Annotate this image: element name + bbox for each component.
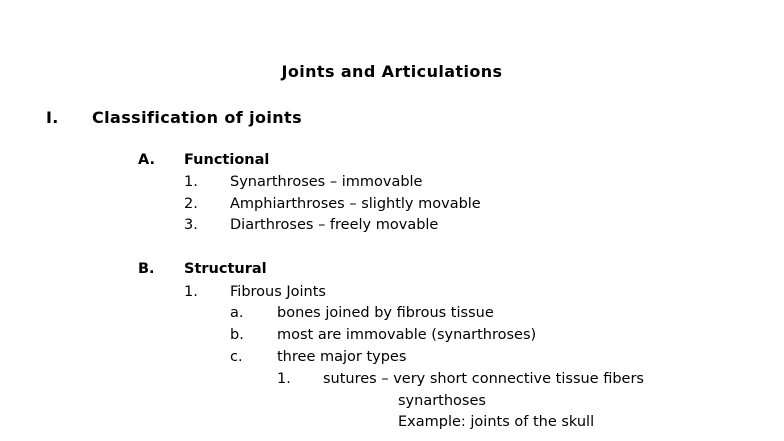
structural-letter: B. xyxy=(138,261,155,277)
functional-heading: Functional xyxy=(184,152,270,168)
functional-item-number: 3. xyxy=(184,217,198,233)
functional-item-number: 1. xyxy=(184,174,198,190)
document-title: Joints and Articulations xyxy=(281,62,503,81)
functional-item-text: Diarthroses – freely movable xyxy=(230,217,439,233)
joint-type-number: 1. xyxy=(277,371,291,387)
joint-type-text: sutures – very short connective tissue fibers xyxy=(323,371,644,387)
fibrous-subitem-text: three major types xyxy=(277,349,407,365)
functional-letter: A. xyxy=(138,152,155,168)
functional-item-text: Synarthroses – immovable xyxy=(230,174,423,190)
functional-item-text: Amphiarthroses – slightly movable xyxy=(230,196,481,212)
fibrous-heading: Fibrous Joints xyxy=(230,284,326,300)
fibrous-subitem-text: bones joined by fibrous tissue xyxy=(277,305,494,321)
fibrous-subitem-letter: a. xyxy=(230,305,244,321)
functional-item-number: 2. xyxy=(184,196,198,212)
joint-type-detail: synarthoses xyxy=(398,393,486,409)
fibrous-subitem-letter: b. xyxy=(230,327,244,343)
fibrous-number: 1. xyxy=(184,284,198,300)
fibrous-subitem-letter: c. xyxy=(230,349,243,365)
section-number: I. xyxy=(46,108,59,127)
section-title: Classification of joints xyxy=(92,108,303,127)
joint-type-example: Example: joints of the skull xyxy=(398,414,595,430)
structural-heading: Structural xyxy=(184,261,267,277)
fibrous-subitem-text: most are immovable (synarthroses) xyxy=(277,327,537,343)
